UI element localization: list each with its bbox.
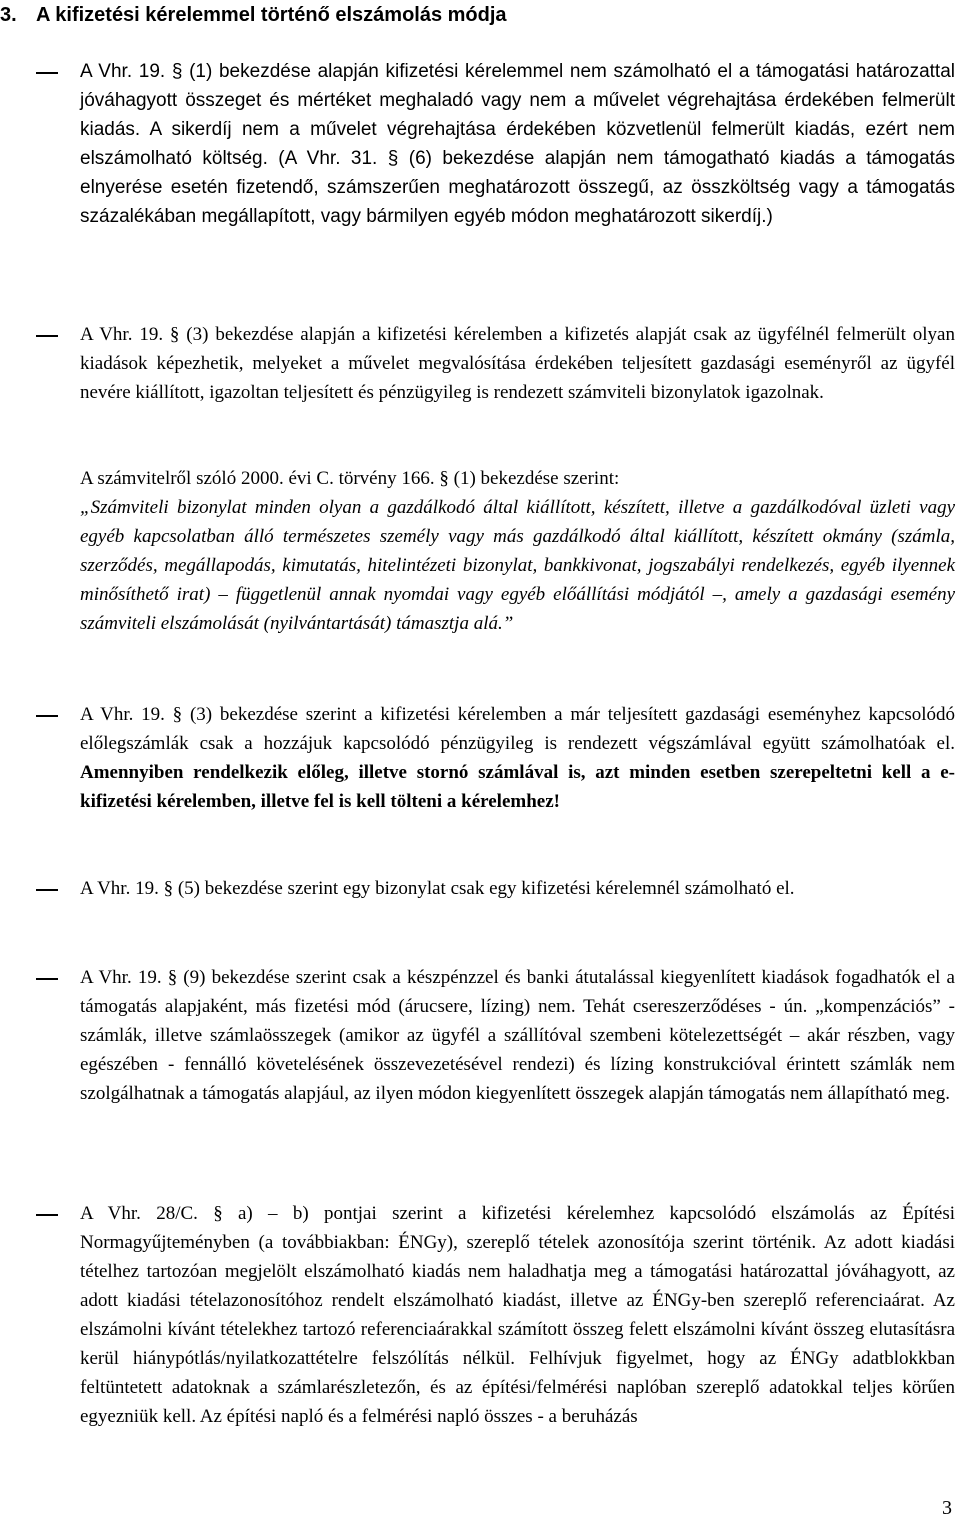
- section-heading: [0, 2, 507, 28]
- paragraph-accounting-law-intro: A számvitelről szóló 2000. évi C. törvény 166. § (1) bekezdése szerint:: [80, 468, 620, 489]
- dash-bullet-icon: [36, 335, 58, 337]
- dash-bullet-icon: [36, 978, 58, 980]
- advance-invoices-warning: Amennyiben rendelkezik előleg, illetve stornó számlával is, azt minden esetben szerepeltetni kell a e-kifizetési kérelemben, illetve fel is kell tölteni a kérelemhez!: [80, 762, 955, 812]
- paragraph-accounting-law-quote: „Számviteli bizonylat minden olyan a gazdálkodó által kiállított, készített, illetve a gazdálkodóval üzleti vagy egyéb kapcsolatban álló természetes személy vagy más gazdálkodó által kiállított, készített okmány (számla, szerződés, megállapodás, kimutatás, hitelintézeti bizonylat, bankkivonat, jogszabályi rendelkezés, egyéb ilyennek minősíthető irat) – függetlenül annak nyomdai vagy egyéb előállítási módjától –, amely a gazdasági esemény számviteli elszámolását (nyilvántartását) támasztja alá.”: [80, 497, 955, 634]
- paragraph-engy-reference: A Vhr. 28/C. § a) – b) pontjai szerint a kifizetési kérelemhez kapcsolódó elszámolás az Építési Normagyűjteményben (a továbbiakban: ÉNGy), szereplő tételek azonosítója szerint történik. Az adott kiadási tételhez tartozóan megjelölt elszámolható kiadás nem haladhatja meg a támogatási határozattal jóváhagyott, az adott kiadási tételazonosítóhoz rendelt elszámolható kiadást, illetve az ÉNGy-ben szereplő referenciaárat. Az elszámolni kívánt tételekhez tartozó referenciaárakkal számított összeg felett elszámolni kívánt összeg elutasításra kerül hiánypótlás/nyilatkozattételre felszólítás nélkül. Felhívjuk figyelmet, hogy az ÉNGy adatblokkban feltüntetett adatoknak a számlarészletezőn, és az építési/felmérési naplóban szereplő adatokkal teljes körűen egyezniük kell. Az építési napló és a felmérési napló összes - a beruházás: [80, 1203, 955, 1427]
- paragraph-one-document-rule: A Vhr. 19. § (5) bekezdése szerint egy bizonylat csak egy kifizetési kérelemnél számolható el.: [80, 878, 795, 899]
- paragraph-success-fee: A Vhr. 19. § (1) bekezdése alapján kifizetési kérelemmel nem számolható el a támogatási határozattal jóváhagyott összeget és mértéket meghaladó vagy nem a művelet végrehajtása érdekében felmerült kiadás. A sikerdíj nem a művelet végrehajtása érdekében közvetlenül felmerült kiadás, ezért nem elszámolható költség. (A Vhr. 31. § (6) bekezdése alapján nem támogatható kiadás a támogatás elnyerése esetén fizetendő, számszerűen meghatározott összegű, az összköltség vagy a támogatás százalékában megállapított, vagy bármilyen egyéb módon meghatározott sikerdíj.): [80, 61, 955, 227]
- paragraph-advance-invoices: [80, 700, 955, 816]
- paragraph-payment-methods: A Vhr. 19. § (9) bekezdése szerint csak a készpénzzel és banki átutalással kiegyenlített kiadások fogadhatók el a támogatás alapjaként, más fizetési mód (árucsere, lízing) nem. Tehát csereszerződéses - ún. „kompenzációs” - számlák, illetve számlaösszegek (amikor az ügyfél a szállítóval szembeni kötelezettségét – akár részben, vagy egészében - fennálló követelésének összevezetésével rendezi) és lízing konstrukcióval érintett számlák nem szolgálhatnak a támogatás alapjául, az ilyen módon kiegyenlített összegek alapján támogatás nem állapítható meg.: [80, 967, 955, 1104]
- dash-bullet-icon: [36, 72, 58, 74]
- advance-invoices-text: A Vhr. 19. § (3) bekezdése szerint a kifizetési kérelemben a már teljesített gazdasági eseményhez kapcsolódó előlegszámlák csak a hozzájuk kapcsolódó pénzügyileg is rendezett végszámlával együtt számolhatóak el.: [80, 704, 955, 754]
- dash-bullet-icon: [36, 889, 58, 891]
- dash-bullet-icon: [36, 1214, 58, 1216]
- paragraph-eligible-expenses: A Vhr. 19. § (3) bekezdése alapján a kifizetési kérelemben a kifizetés alapját csak az ügyfélnél felmerült olyan kiadások képezhetik, melyeket a művelet megvalósítása érdekében teljesített gazdasági eseményről az ügyfél nevére kiállított, igazoltan teljesített és pénzügyileg is rendezett számviteli bizonylatok igazolnak.: [80, 324, 955, 403]
- page-number: 3: [942, 1497, 952, 1519]
- section-number: 3.: [0, 4, 17, 26]
- dash-bullet-icon: [36, 715, 58, 717]
- section-title: A kifizetési kérelemmel történő elszámolás módja: [36, 4, 507, 26]
